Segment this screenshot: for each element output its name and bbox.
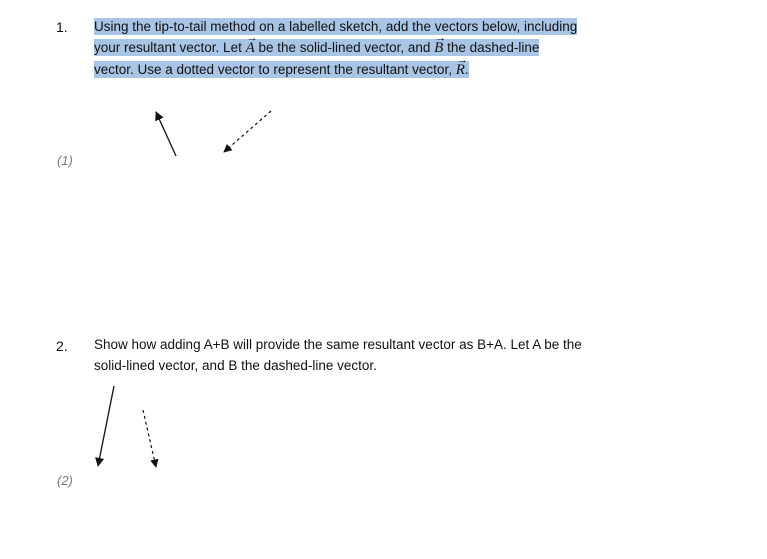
vector-arrow-icon: → [246, 32, 258, 44]
question-2-number: 2. [56, 338, 68, 354]
vector-arrow-icon: → [456, 54, 468, 66]
q2-vector-b-dashed-arrow [143, 410, 156, 467]
question-2-marks: (2) [57, 473, 73, 488]
question-2-line-2: solid-lined vector, and B the dashed-line vector. [94, 358, 377, 373]
q1-line3-part-a: vector. Use a dotted vector to represent the resultant vector, [94, 62, 456, 77]
vector-b-symbol: B → [434, 38, 443, 59]
vector-r-symbol: R → [456, 60, 465, 81]
q1-vector-a-solid-arrow [156, 112, 176, 156]
question-1-line-1[interactable]: Using the tip-to-tail method on a labelled sketch, add the vectors below, including [94, 19, 578, 34]
q1-line3-part-b: . [464, 62, 469, 77]
q2-vector-a-solid-arrow [98, 386, 114, 466]
q1-line2-part-b: be the solid-lined vector, and [254, 40, 435, 55]
q1-line2-part-a: your resultant vector. Let [94, 40, 246, 55]
q1-line2-part-c: the dashed-line [443, 40, 540, 55]
vector-arrow-icon: → [435, 32, 447, 44]
question-2-line-1: Show how adding A+B will provide the same resultant vector as B+A. Let A be the [94, 337, 582, 352]
vector-a-symbol: A → [246, 38, 255, 59]
question-1-marks: (1) [57, 153, 73, 168]
question-1-number: 1. [56, 19, 68, 35]
q1-vector-b-dashed-arrow [224, 111, 271, 152]
